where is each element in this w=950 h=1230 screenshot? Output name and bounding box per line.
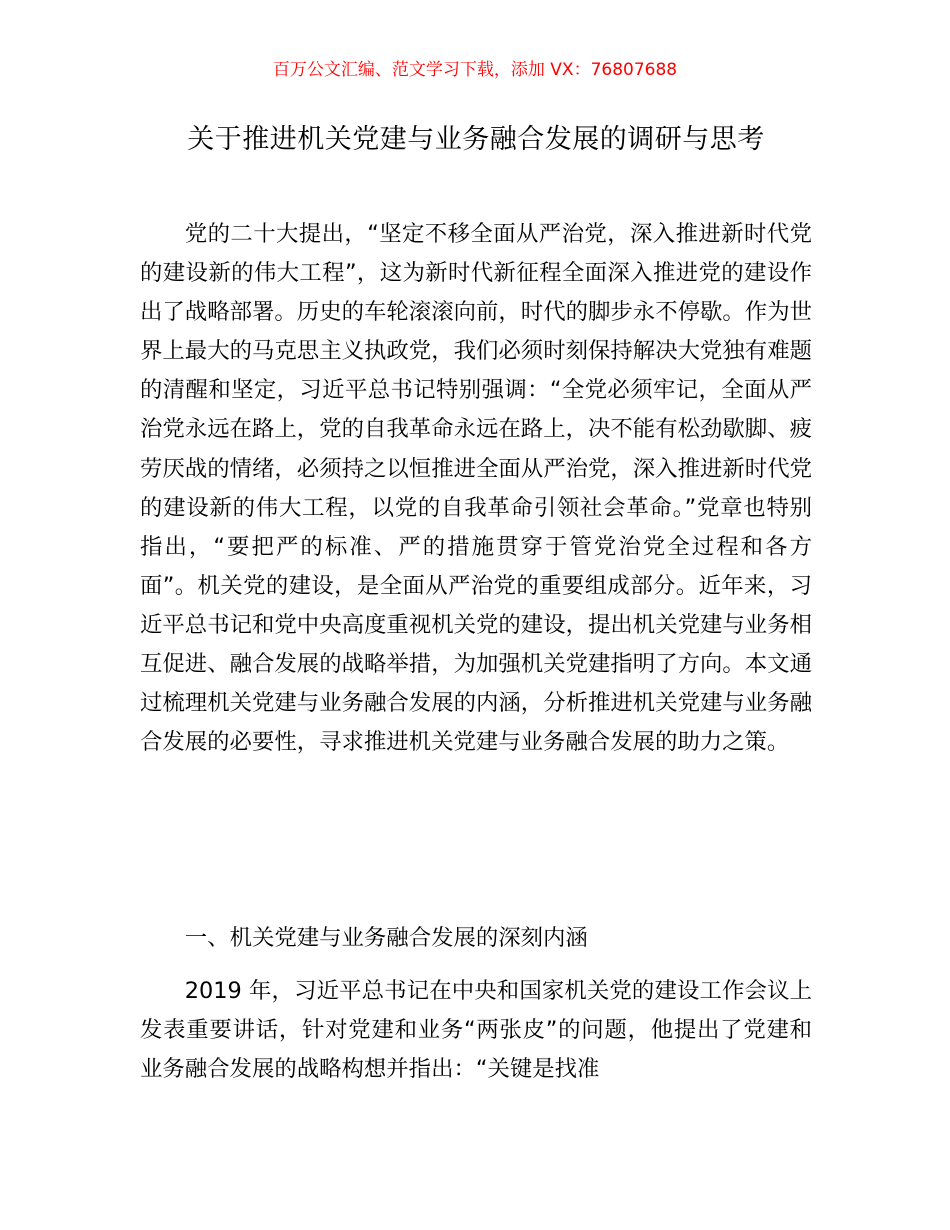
- intro-paragraph: 党的二十大提出，“坚定不移全面从严治党，深入推进新时代党的建设新的伟大工程”，这为新时代新征程全面深入推进党的建设作出了战略部署。历史的车轮滚滚向前，时代的脚步永不停歇。作为世界上最大的马克思主义执政党，我们必须时刻保持解决大党独有难题的清醒和坚定，习近平总书记特别强调：“全党必须牢记，全面从严治党永远在路上，党的自我革命永远在路上，决不能有松劲歇脚、疲劳厌战的情绪，必须持之以恒推进全面从严治党，深入推进新时代党的建设新的伟大工程，以党的自我革命引领社会革命。”党章也特别指出，“要把严的标准、严的措施贯穿于管党治党全过程和各方面”。机关党的建设，是全面从严治党的重要组成部分。近年来，习近平总书记和党中央高度重视机关党的建设，提出机关党建与业务相互促进、融合发展的战略举措，为加强机关党建指明了方向。本文通过梳理机关党建与业务融合发展的内涵，分析推进机关党建与业务融合发展的必要性，寻求推进机关党建与业务融合发展的助力之策。: [140, 221, 812, 756]
- section-heading: 一、机关党建与业务融合发展的深刻内涵: [184, 925, 588, 951]
- header-banner: 百万公文汇编、范文学习下载，添加 VX：76807688: [272, 60, 678, 80]
- section-paragraph: 2019 年，习近平总书记在中央和国家机关党的建设工作会议上发表重要讲话，针对党建和业务“两张皮”的问题，他提出了党建和业务融合发展的战略构想并指出：“关键是找准: [140, 978, 812, 1083]
- document-title: 关于推进机关党建与业务融合发展的调研与思考: [187, 124, 765, 155]
